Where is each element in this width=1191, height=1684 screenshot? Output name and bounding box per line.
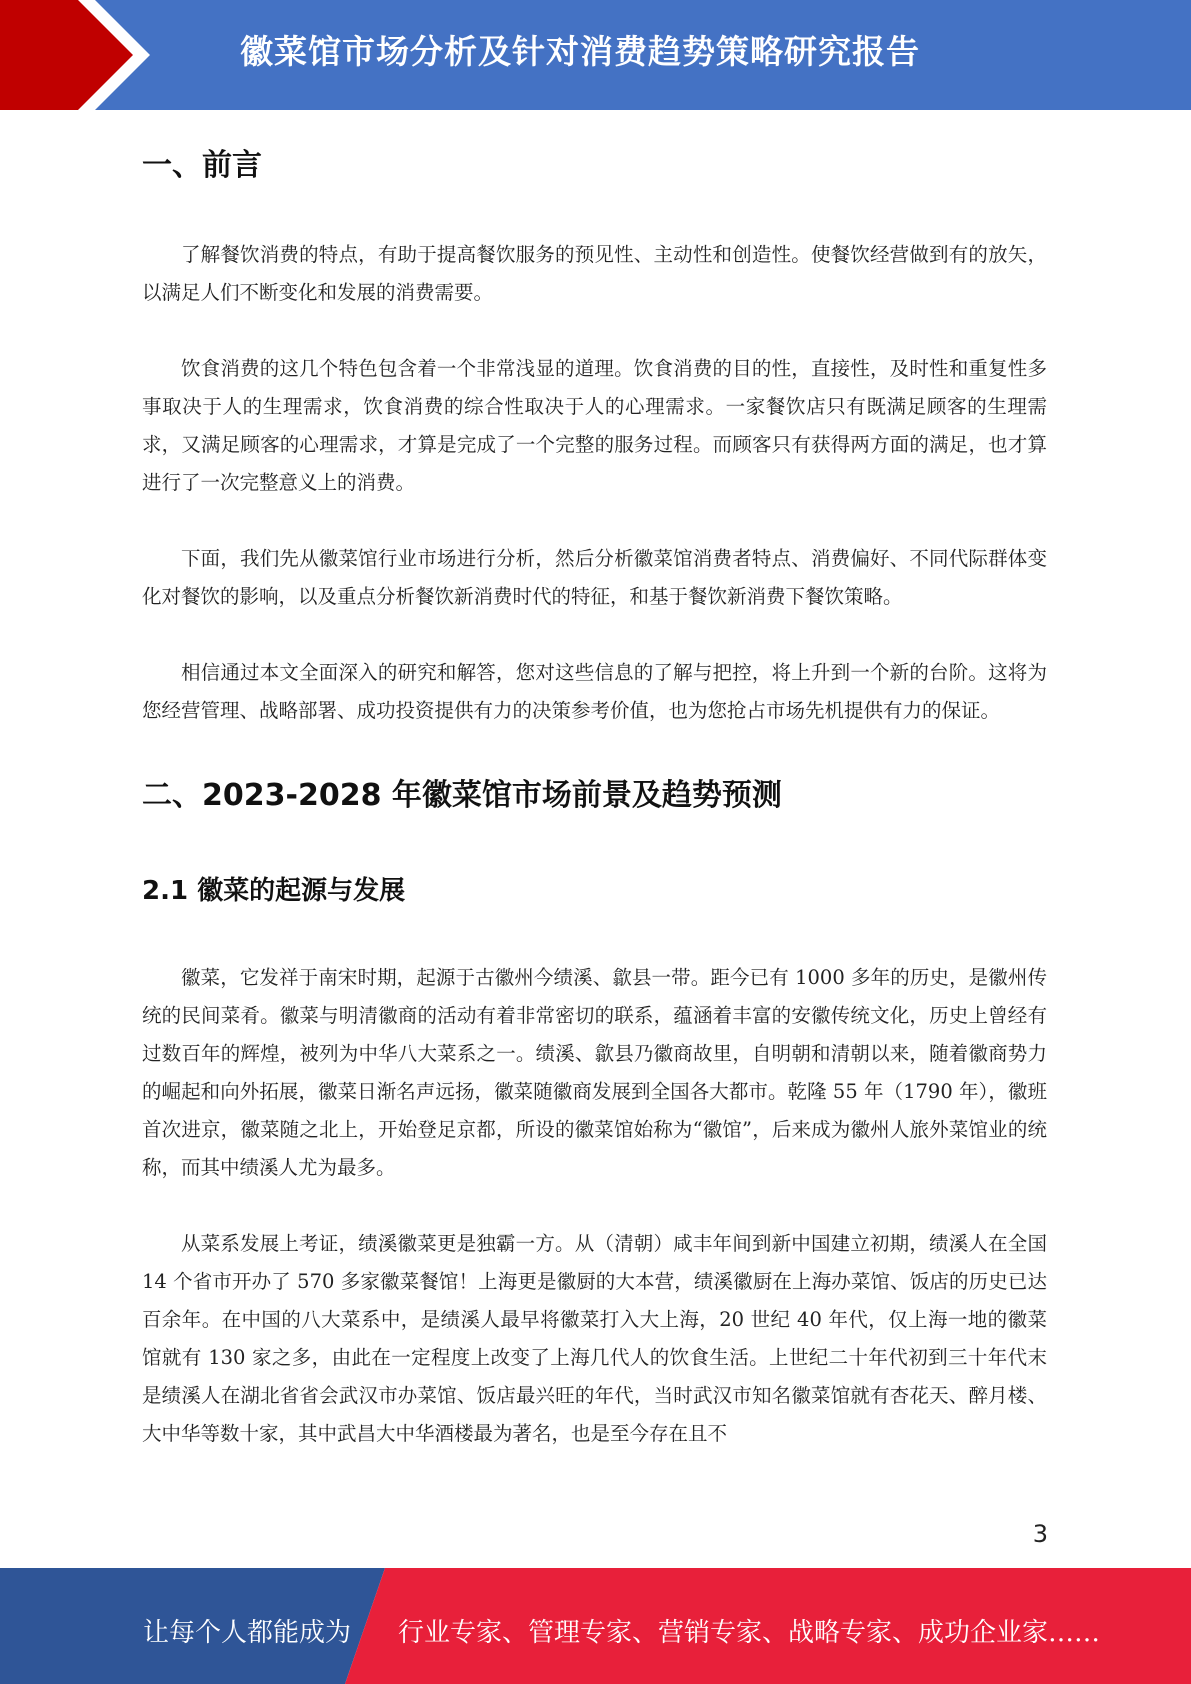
paragraph: 从菜系发展上考证，绩溪徽菜更是独霸一方。从（清朝）咸丰年间到新中国建立初期，绩溪人在全国 14 个省市开办了 570 多家徽菜餐馆！上海更是徽厨的大本营，绩溪徽厨在上海办菜馆、饭店的历史已达百余年。在中国的八大菜系中，是绩溪人最早将徽菜打入大上海，20 世纪 40 年代，仅上海一地的徽菜馆就有 130 家之多，由此在一定程度上改变了上海几代人的饮食生活。上世纪二十年代初到三十年代末是绩溪人在湖北省省会武汉市办菜馆、饭店最兴旺的年代，当时武汉市知名徽菜馆就有杏花天、醉月楼、大中华等数十家，其中武昌大中华酒楼最为著名，也是至今存在且不: [142, 1232, 1047, 1445]
footer-slogan-left: 让每个人都能成为: [143, 1618, 352, 1648]
report-title: 徽菜馆市场分析及针对消费趋势策略研究报告: [240, 32, 920, 71]
paragraph: 饮食消费的这几个特色包含着一个非常浅显的道理。饮食消费的目的性，直接性，及时性和重复性多事取决于人的生理需求，饮食消费的综合性取决于人的心理需求。一家餐饮店只有既满足顾客的生理需求，又满足顾客的心理需求，才算是完成了一个完整的服务过程。而顾客只有获得两方面的满足，也才算进行了一次完整意义上的消费。: [142, 357, 1047, 494]
page-number: 3: [1032, 1520, 1048, 1548]
paragraph: 相信通过本文全面深入的研究和解答，您对这些信息的了解与把控，将上升到一个新的台阶。这将为您经营管理、战略部署、成功投资提供有力的决策参考价值，也为您抢占市场先机提供有力的保证。: [142, 661, 1047, 722]
subsection-heading-origin: 2.1 徽菜的起源与发展: [142, 876, 406, 906]
paragraph: 了解餐饮消费的特点，有助于提高餐饮服务的预见性、主动性和创造性。使餐饮经营做到有的放矢，以满足人们不断变化和发展的消费需要。: [142, 243, 1047, 304]
page-footer: [0, 1568, 1191, 1684]
document-body: [142, 130, 1047, 1453]
header-red-chevron: [0, 0, 133, 110]
footer-slogan-right: 行业专家、管理专家、营销专家、战略专家、成功企业家……: [398, 1618, 1101, 1648]
section-heading-forecast: 二、2023-2028 年徽菜馆市场前景及趋势预测: [142, 778, 782, 813]
page-header: [0, 0, 1191, 110]
paragraph: 徽菜，它发祥于南宋时期，起源于古徽州今绩溪、歙县一带。距今已有 1000 多年的历史，是徽州传统的民间菜肴。徽菜与明清徽商的活动有着非常密切的联系，蕴涵着丰富的安徽传统文化，历史上曾经有过数百年的辉煌，被列为中华八大菜系之一。绩溪、歙县乃徽商故里，自明朝和清朝以来，随着徽商势力的崛起和向外拓展，徽菜日渐名声远扬，徽菜随徽商发展到全国各大都市。乾隆 55 年（1790 年），徽班首次进京，徽菜随之北上，开始登足京都，所设的徽菜馆始称为“徽馆”，后来成为徽州人旅外菜馆业的统称，而其中绩溪人尤为最多。: [142, 966, 1047, 1179]
paragraph: 下面，我们先从徽菜馆行业市场进行分析，然后分析徽菜馆消费者特点、消费偏好、不同代际群体变化对餐饮的影响，以及重点分析餐饮新消费时代的特征，和基于餐饮新消费下餐饮策略。: [142, 547, 1047, 608]
section-heading-preface: 一、前言: [142, 148, 262, 183]
